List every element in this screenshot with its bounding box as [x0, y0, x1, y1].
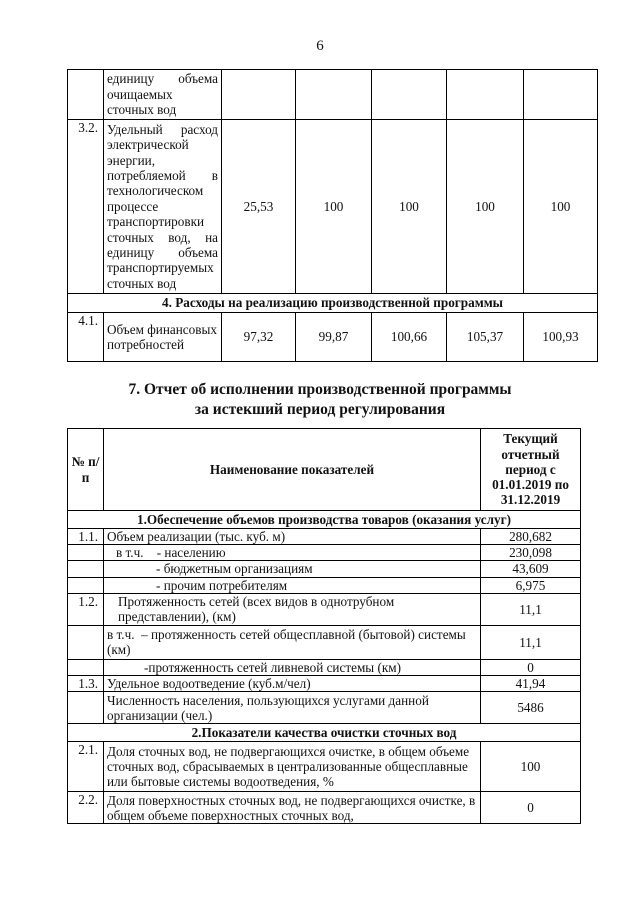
value-cell: 230,098 — [481, 545, 581, 561]
section-title-line-1: 7. Отчет об исполнении производственной программы — [128, 381, 512, 398]
table-row — [68, 561, 581, 577]
value-cell: 99,87 — [296, 313, 372, 362]
table-row — [68, 792, 581, 824]
row-number-cell: 2.1. — [68, 742, 104, 792]
indicator-name-cell: в т.ч. - населению — [104, 545, 481, 561]
row-number-cell — [68, 545, 104, 561]
value-cell — [296, 70, 372, 120]
row-number-cell: 2.2. — [68, 792, 104, 824]
section-heading: 4. Расходы на реализацию производственной программы — [68, 294, 598, 313]
section-title — [0, 380, 640, 420]
table-row — [68, 659, 581, 675]
section-heading: 1.Обеспечение объемов производства товаров (оказания услуг) — [68, 511, 581, 529]
indicator-name-cell: Объем финансовых потребностей — [104, 313, 222, 362]
value-cell: 100 — [481, 742, 581, 792]
column-header-name: Наименование показателей — [104, 429, 481, 511]
program-indicators-table — [67, 69, 598, 362]
table-row — [68, 593, 581, 625]
value-cell: 100 — [372, 120, 447, 294]
row-number-cell — [68, 692, 104, 724]
value-cell: 100 — [447, 120, 524, 294]
value-cell: 100 — [296, 120, 372, 294]
value-cell: 100,93 — [524, 313, 598, 362]
value-cell: 43,609 — [481, 561, 581, 577]
table-row — [68, 313, 598, 362]
row-number-cell: 3.2. — [68, 120, 104, 294]
value-cell: 100,66 — [372, 313, 447, 362]
table-row — [68, 625, 581, 659]
indicator-name-cell: Доля поверхностных сточных вод, не подвергающихся очистке, в общем объеме поверхностных сточных вод, — [104, 792, 481, 824]
row-number-cell — [68, 659, 104, 675]
row-number-cell: 1.3. — [68, 676, 104, 692]
section-heading: 2.Показатели качества очистки сточных вод — [68, 724, 581, 742]
row-number-cell — [68, 577, 104, 593]
section-row — [68, 511, 581, 529]
table-row — [68, 545, 581, 561]
value-cell: 11,1 — [481, 625, 581, 659]
indicator-name-cell: единицу объема очищаемых сточных вод — [104, 70, 222, 120]
indicator-name-cell: - прочим потребителям — [104, 577, 481, 593]
value-cell: 0 — [481, 792, 581, 824]
value-cell — [222, 70, 296, 120]
report-table — [67, 428, 581, 824]
indicator-name-cell: Удельный расход электрической энергии, потребляемой в технологическом процессе транспортировки сточных вод, на единицу объема транспортируемых сточных вод — [104, 120, 222, 294]
value-cell: 25,53 — [222, 120, 296, 294]
value-cell — [524, 70, 598, 120]
indicator-name-cell: -протяженность сетей ливневой системы (км) — [104, 659, 481, 675]
indicator-name-cell: Доля сточных вод, не подвергающихся очистке, в общем объеме сточных вод, сбрасываемых в централизованные общесплавные или бытовые системы водоотведения, % — [104, 742, 481, 792]
value-cell: 100 — [524, 120, 598, 294]
value-cell — [447, 70, 524, 120]
table-row — [68, 70, 598, 120]
section-row — [68, 294, 598, 313]
value-cell: 0 — [481, 659, 581, 675]
row-number-cell — [68, 70, 104, 120]
value-cell: 97,32 — [222, 313, 296, 362]
value-cell: 11,1 — [481, 593, 581, 625]
value-cell: 6,975 — [481, 577, 581, 593]
row-number-cell — [68, 625, 104, 659]
row-number-cell: 4.1. — [68, 313, 104, 362]
indicator-name-cell: - бюджетным организациям — [104, 561, 481, 577]
row-number-cell: 1.2. — [68, 593, 104, 625]
column-header-period: Текущий отчетный период с 01.01.2019 по 31.12.2019 — [481, 429, 581, 511]
page-number: 6 — [316, 38, 324, 54]
table-row — [68, 676, 581, 692]
value-cell: 105,37 — [447, 313, 524, 362]
column-header-number: № п/п — [68, 429, 104, 511]
table-row — [68, 529, 581, 545]
value-cell: 41,94 — [481, 676, 581, 692]
indicator-name-cell: в т.ч. – протяженность сетей общесплавной (бытовой) системы (км) — [104, 625, 481, 659]
table-row — [68, 577, 581, 593]
value-cell — [372, 70, 447, 120]
row-number-cell — [68, 561, 104, 577]
table-row — [68, 692, 581, 724]
table-row — [68, 742, 581, 792]
indicator-name-cell: Объем реализации (тыс. куб. м) — [104, 529, 481, 545]
section-title-line-2: за истекший период регулирования — [194, 401, 446, 418]
value-cell: 280,682 — [481, 529, 581, 545]
indicator-name-cell: Протяженность сетей (всех видов в однотрубном представлении), (км) — [104, 593, 481, 625]
row-number-cell: 1.1. — [68, 529, 104, 545]
header-row — [68, 429, 581, 511]
indicator-name-cell: Численность населения, пользующихся услугами данной организации (чел.) — [104, 692, 481, 724]
section-row — [68, 724, 581, 742]
indicator-name-cell: Удельное водоотведение (куб.м/чел) — [104, 676, 481, 692]
value-cell: 5486 — [481, 692, 581, 724]
table-row — [68, 120, 598, 294]
